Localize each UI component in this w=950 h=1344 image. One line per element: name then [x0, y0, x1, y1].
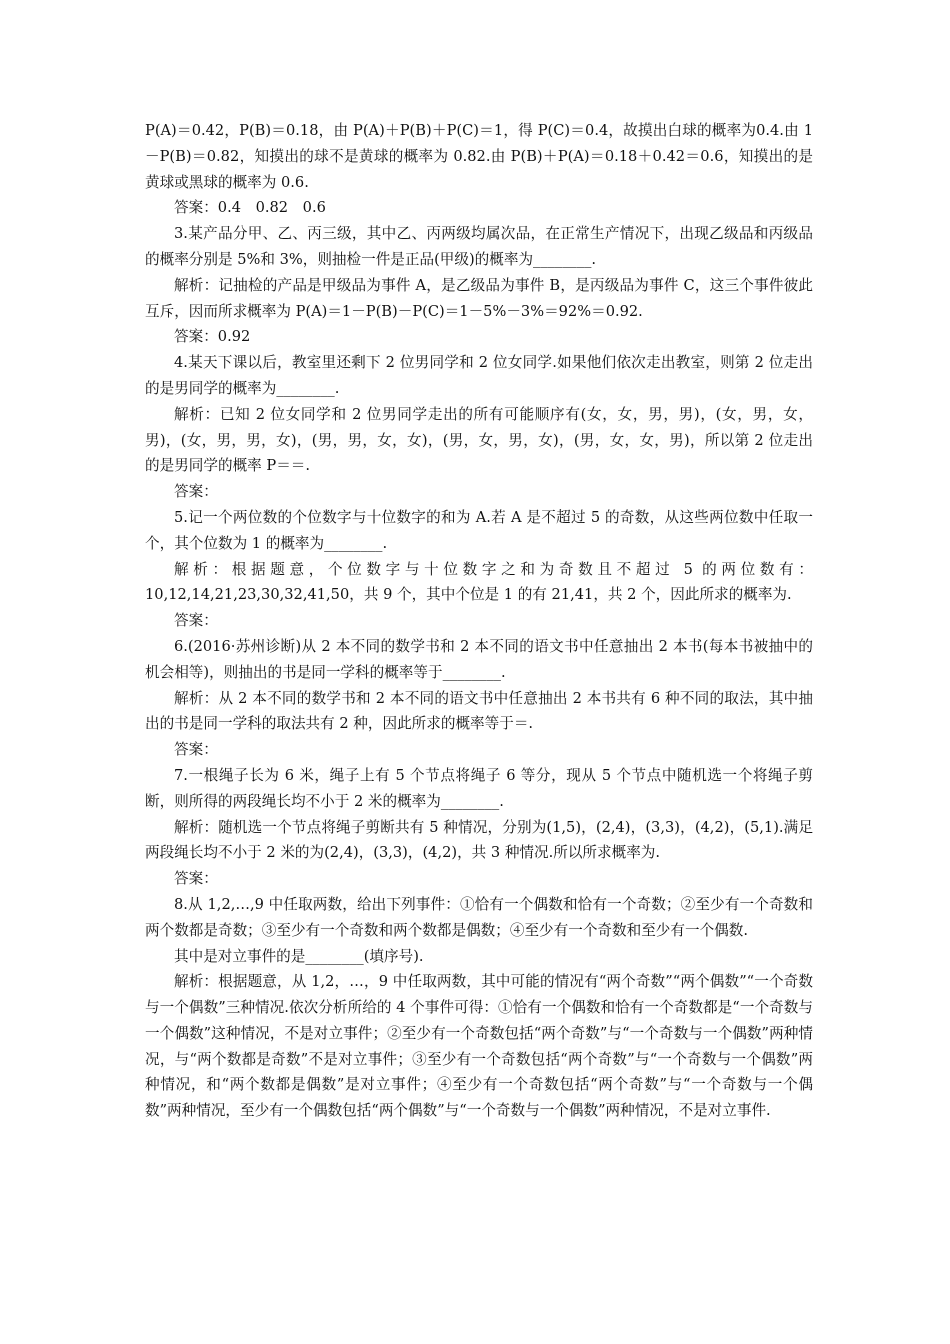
- question-6: 6.(2016·苏州诊断)从 2 本不同的数学书和 2 本不同的语文书中任意抽出 2 本书(每本书被抽中的机会相等)，则抽出的书是同一学科的概率等于________.: [145, 637, 813, 681]
- document-page: [145, 118, 813, 1124]
- question-8-prompt: 其中是对立事件的是________(填序号).: [174, 947, 424, 965]
- answer-4: 答案：: [174, 483, 218, 501]
- answer-6: 答案：: [174, 741, 218, 759]
- solution-7: 解析：随机选一个节点将绳子剪断共有 5 种情况，分别为(1,5)，(2,4)，(3,3)，(4,2)，(5,1).满足两段绳长均不小于 2 米的为(2,4)，(3,3)，(4,2)，共 3 种情况.所以所求概率为.: [145, 818, 813, 862]
- question-7: 7.一根绳子长为 6 米，绳子上有 5 个节点将绳子 6 等分，现从 5 个节点中随机选一个将绳子剪断，则所得的两段绳长均不小于 2 米的概率为________.: [145, 766, 813, 810]
- solution-5: 解析：根据题意，个位数字与十位数字之和为奇数且不超过 5 的两位数有：10,12,14,21,23,30,32,41,50，共 9 个，其中个位是 1 的有 21,41，共 2 个，因此所求的概率为.: [145, 560, 813, 604]
- question-8: 8.从 1,2,…,9 中任取两数，给出下列事件：①恰有一个偶数和恰有一个奇数；②至少有一个奇数和两个数都是奇数；③至少有一个奇数和两个数都是偶数；④至少有一个奇数和至少有一个偶数.: [145, 895, 813, 939]
- solution-3: 解析：记抽检的产品是甲级品为事件 A，是乙级品为事件 B，是丙级品为事件 C，这三个事件彼此互斥，因而所求概率为 P(A)＝1－P(B)－P(C)＝1－5%－3%＝92%＝0.92.: [145, 276, 813, 320]
- answer-3: 答案：0.92: [174, 328, 251, 346]
- question-4: 4.某天下课以后，教室里还剩下 2 位男同学和 2 位女同学.如果他们依次走出教室，则第 2 位走出的是男同学的概率为________.: [145, 354, 813, 397]
- solution-4: 解析：已知 2 位女同学和 2 位男同学走出的所有可能顺序有(女，女，男，男)，(女，男，女，男)，(女，男，男，女)，(男，男，女，女)，(男，女，男，女)，(男，女，女，男)，所以第 2 位走出的是男同学的概率 P＝＝.: [145, 405, 813, 475]
- answer-7: 答案：: [174, 870, 218, 888]
- question-5: 5.记一个两位数的个位数字与十位数字的和为 A.若 A 是不超过 5 的奇数，从这些两位数中任取一个，其个位数为 1 的概率为________.: [145, 508, 813, 552]
- answer-5: 答案：: [174, 612, 218, 630]
- solution-6: 解析：从 2 本不同的数学书和 2 本不同的语文书中任意抽出 2 本书共有 6 种不同的取法，其中抽出的书是同一学科的取法共有 2 种，因此所求的概率等于＝.: [145, 689, 813, 733]
- question-3: 3.某产品分甲、乙、丙三级，其中乙、丙两级均属次品，在正常生产情况下，出现乙级品和丙级品的概率分别是 5%和 3%，则抽检一件是正品(甲级)的概率为________.: [145, 225, 813, 268]
- solution-8: 解析：根据题意，从 1,2，…，9 中任取两数，其中可能的情况有“两个奇数”“两个偶数”“一个奇数与一个偶数”三种情况.依次分析所给的 4 个事件可得：①恰有一个偶数和恰有一个奇数都是“一个奇数与一个偶数”这种情况，不是对立事件；②至少有一个奇数包括“两个奇数”与“一个奇数与一个偶数”两种情况，与“两个数都是奇数”不是对立事件；③至少有一个奇数包括“两个奇数”与“一个奇数与一个偶数”两种情况，和“两个数都是偶数”是对立事件；④至少有一个奇数包括“两个奇数”与“一个奇数与一个偶数”两种情况，至少有一个偶数包括“两个偶数”与“一个奇数与一个偶数”两种情况，不是对立事件.: [145, 973, 813, 1120]
- answer-2: 答案：0.4 0.82 0.6: [174, 199, 326, 217]
- paragraph-1: P(A)＝0.42，P(B)＝0.18，由 P(A)＋P(B)＋P(C)＝1，得 P(C)＝0.4，故摸出白球的概率为0.4.由 1－P(B)＝0.82，知摸出的球不是黄球的概率为 0.82.由 P(B)＋P(A)＝0.18＋0.42＝0.6，知摸出的是黄球或黑球的概率为 0.6.: [145, 122, 813, 191]
